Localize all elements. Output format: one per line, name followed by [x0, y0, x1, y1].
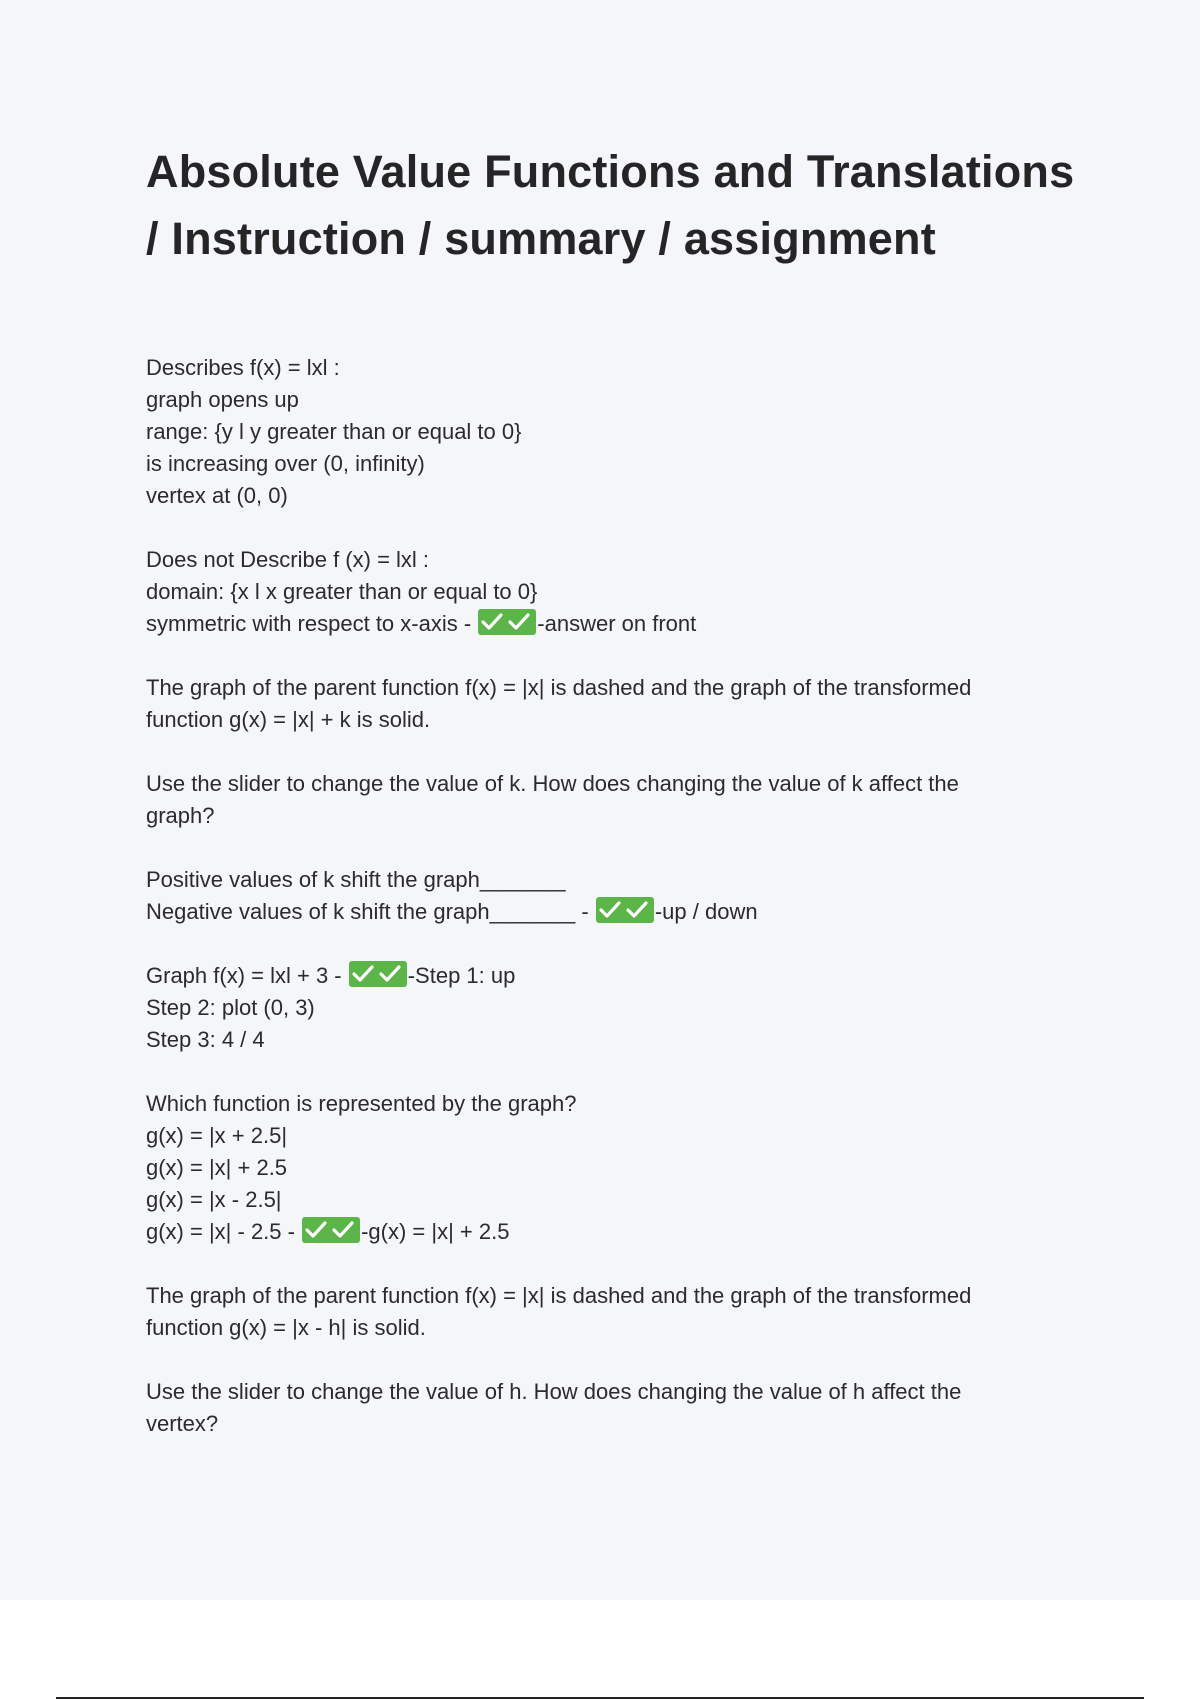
- text-block: [146, 768, 1076, 832]
- text-line: vertex?: [146, 1411, 219, 1436]
- text-line: g(x) = |x| + 2.5: [146, 1155, 288, 1180]
- double-check-mark-icon: [478, 609, 536, 635]
- page-title: Absolute Value Functions and Translations / Instruction / summary / assignment: [146, 146, 1075, 264]
- text-line: function g(x) = |x - h| is solid.: [146, 1315, 426, 1340]
- answer-text: -Step 1: up: [407, 963, 516, 988]
- text-line: Positive values of k shift the graph_______: [146, 867, 566, 892]
- text-line: function g(x) = |x| + k is solid.: [146, 707, 431, 732]
- text-block: [146, 1376, 1076, 1440]
- text-block: [146, 960, 1076, 1056]
- double-check-mark-icon: [302, 1217, 360, 1243]
- text-line: Step 3: 4 / 4: [146, 1027, 265, 1052]
- text-line: Describes f(x) = lxl :: [146, 355, 340, 380]
- text-block: [146, 864, 1076, 928]
- text-line: vertex at (0, 0): [146, 483, 288, 508]
- text-line: graph?: [146, 803, 215, 828]
- text-line: domain: {x l x greater than or equal to 0}: [146, 579, 538, 604]
- double-check-mark-icon: [349, 961, 407, 987]
- text-block: [146, 544, 1076, 640]
- question-text: Negative values of k shift the graph_______ -: [146, 899, 595, 924]
- text-line: [146, 896, 1076, 928]
- text-line: Step 2: plot (0, 3): [146, 995, 315, 1020]
- text-line: Use the slider to change the value of k. How does changing the value of k affect the: [146, 771, 959, 796]
- answer-text: -answer on front: [537, 611, 697, 636]
- text-line: The graph of the parent function f(x) = |x| is dashed and the graph of the transformed: [146, 675, 972, 700]
- answer-text: -up / down: [654, 899, 758, 924]
- text-line: g(x) = |x + 2.5|: [146, 1123, 288, 1148]
- text-line: is increasing over (0, infinity): [146, 451, 425, 476]
- text-line: [146, 960, 1076, 992]
- text-line: [146, 1216, 1076, 1248]
- text-block: [146, 1088, 1076, 1248]
- question-text: Graph f(x) = lxl + 3 -: [146, 963, 348, 988]
- text-line: [146, 608, 1076, 640]
- text-line: g(x) = |x - 2.5|: [146, 1187, 282, 1212]
- text-line: Which function is represented by the graph?: [146, 1091, 577, 1116]
- text-block: [146, 672, 1076, 736]
- question-text: g(x) = |x| - 2.5 -: [146, 1219, 302, 1244]
- text-line: The graph of the parent function f(x) = |x| is dashed and the graph of the transformed: [146, 1283, 972, 1308]
- question-text: symmetric with respect to x-axis -: [146, 611, 478, 636]
- text-line: graph opens up: [146, 387, 299, 412]
- text-line: Does not Describe f (x) = lxl :: [146, 547, 430, 572]
- document-content: [146, 138, 1076, 1472]
- page-divider: [56, 1697, 1144, 1699]
- text-block: [146, 352, 1076, 512]
- document-body: [146, 352, 1076, 1440]
- answer-text: -g(x) = |x| + 2.5: [361, 1219, 510, 1244]
- text-line: Use the slider to change the value of h. How does changing the value of h affect the: [146, 1379, 962, 1404]
- text-block: [146, 1280, 1076, 1344]
- text-line: range: {y l y greater than or equal to 0}: [146, 419, 522, 444]
- double-check-mark-icon: [596, 897, 654, 923]
